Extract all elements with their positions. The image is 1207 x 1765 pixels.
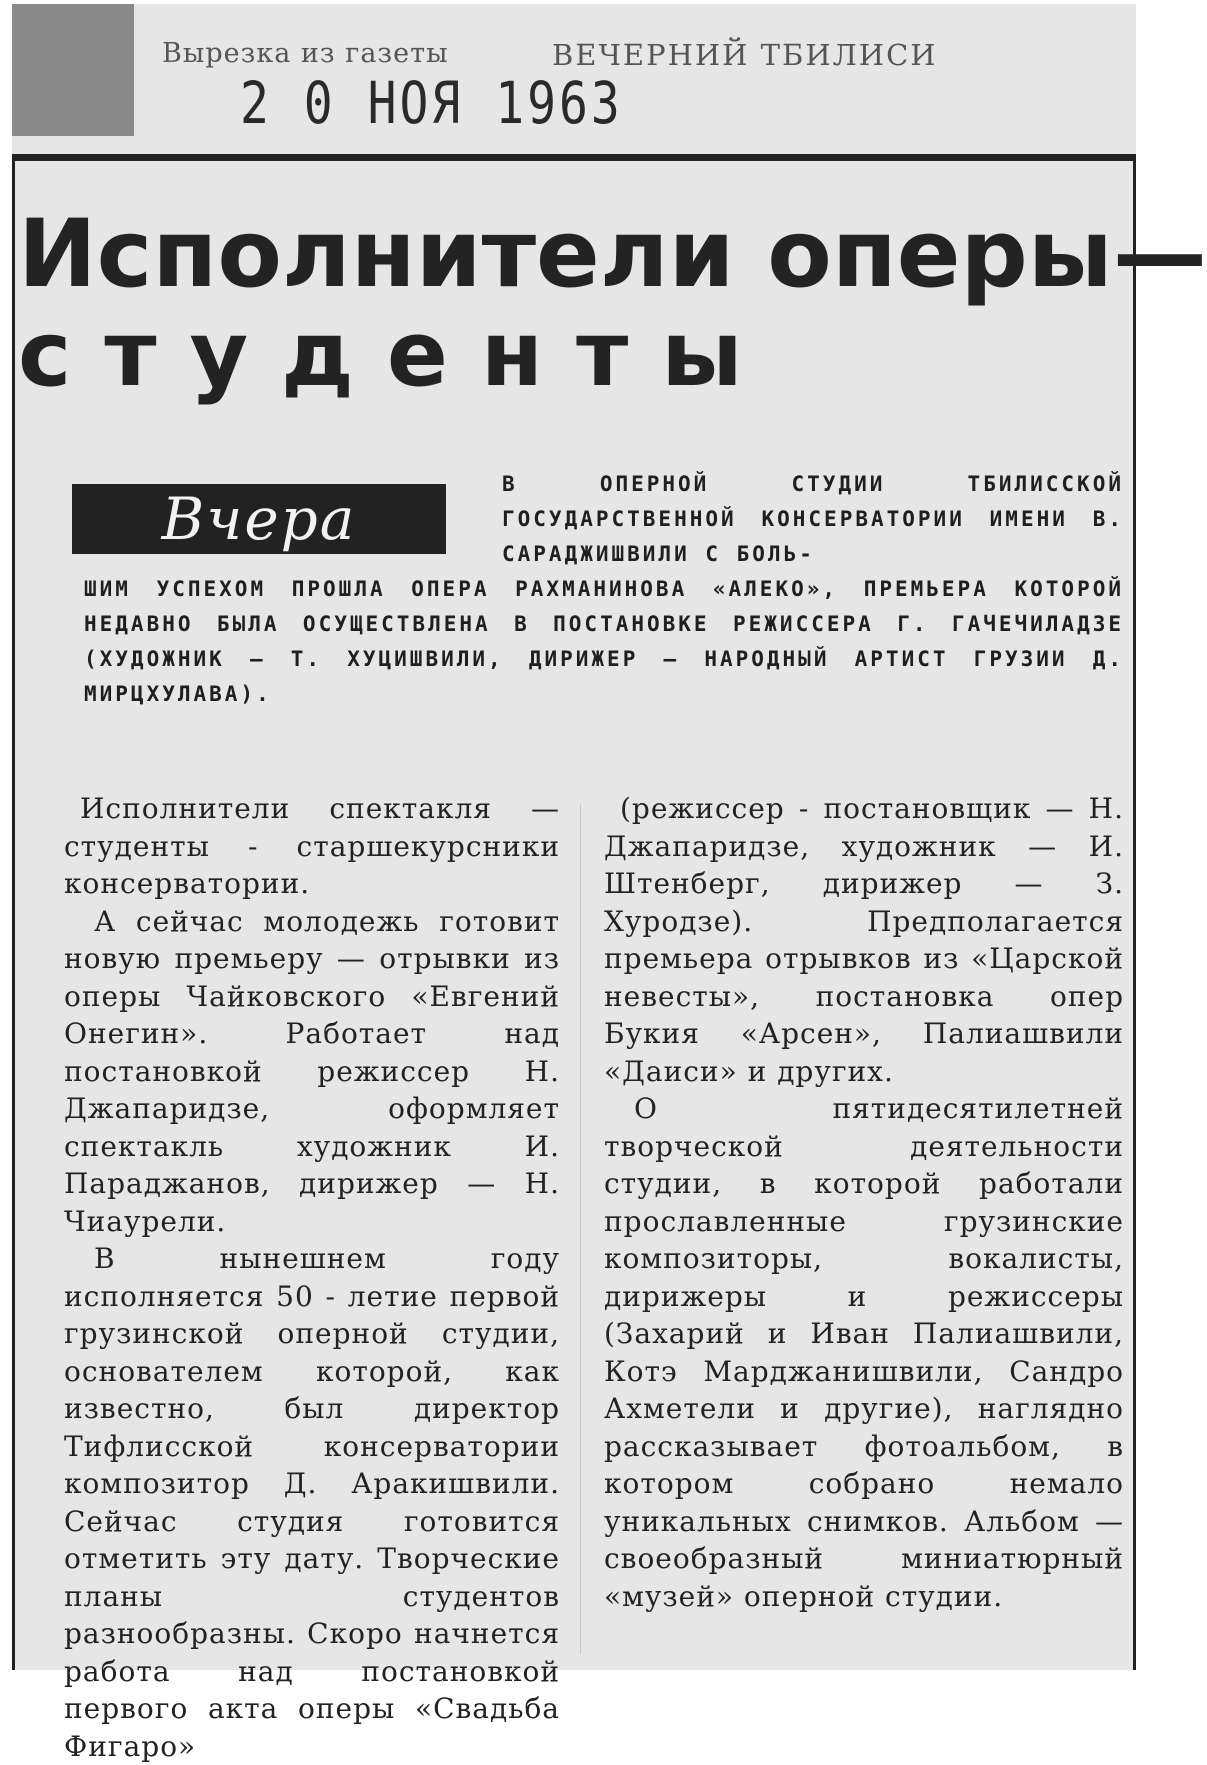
headline-line-2: студенты (18, 302, 776, 407)
rubric-badge (72, 484, 446, 554)
lead-paragraph-bottom: ШИМ УСПЕХОМ ПРОШЛА ОПЕРА РАХМАНИНОВА «АЛЕКО», ПРЕМЬЕРА КОТОРОЙ НЕДАВНО БЫЛА ОСУЩЕСТВЛЕНА В ПОСТАНОВКЕ РЕЖИССЕРА Г. ГАЧЕЧИЛАДЗЕ (ХУДОЖНИК — Т. ХУЦИШВИЛИ, ДИРИЖЕР — НАРОДНЫЙ АРТИСТ ГРУЗИИ Д. МИРЦХУЛАВА). (84, 577, 1124, 706)
paragraph: О пятидесятилетней творческой деятельности студии, в которой работали прославленные грузинские композиторы, вокалисты, дирижеры и режиссеры (Захарий и Иван Палиашвили, Котэ Марджанишвили, Сандро Ахметели и другие), наглядно рассказывает фотоальбом, в котором собрано немало уникальных снимков. Альбом — своеобразный миниатюрный «музей» оперной студии. (604, 1092, 1124, 1613)
newspaper-name: ВЕЧЕРНИЙ ТБИЛИСИ (552, 38, 938, 72)
date-stamp: 2 0 НОЯ 1963 (240, 70, 623, 138)
lead-paragraph-top: В ОПЕРНОЙ СТУДИИ ТБИЛИССКОЙ ГОСУДАРСТВЕННОЙ КОНСЕРВАТОРИИ ИМЕНИ В. САРАДЖИШВИЛИ С БОЛЬ- (502, 472, 1124, 566)
rubric-label: Вчера (161, 485, 357, 553)
paragraph: В нынешнем году исполняется 50 - летие первой грузинской оперной студии, основателем которой, как известно, был директор Тифлисской консерватории композитор Д. Аракишвили. Сейчас студия готовится отметить эту дату. Творческие планы студентов разнообразны. Скоро начнется работа над постановкой первого акта оперы «Свадьба Фигаро» (64, 1242, 560, 1763)
paragraph: А сейчас молодежь готовит новую премьеру — отрывки из оперы Чайковского «Евгений Онегин». Работает над постановкой режиссер Н. Джапаридзе, оформляет спектакль художник И. Параджанов, дирижер — Н. Чиаурели. (64, 904, 560, 1238)
source-label: Вырезка из газеты (162, 38, 449, 69)
headline-line-1: Исполнители оперы— (18, 200, 1207, 309)
archive-stamp-block (12, 4, 134, 136)
paragraph: Исполнители спектакля — студенты - старшекурсники консерватории. (64, 792, 560, 900)
column-divider (580, 804, 581, 1654)
article-column-right (604, 790, 1124, 1615)
newspaper-clipping (12, 4, 1207, 1763)
article-column-left (64, 790, 560, 1765)
paragraph: (режиссер - постановщик — Н. Джапаридзе, художник — И. Штенберг, дирижер — З. Хуродзе). Предполагается премьера отрывков из «Царской невесты», постановка опер Букия «Арсен», Палиашвили «Даиси» и других. (604, 792, 1124, 1088)
